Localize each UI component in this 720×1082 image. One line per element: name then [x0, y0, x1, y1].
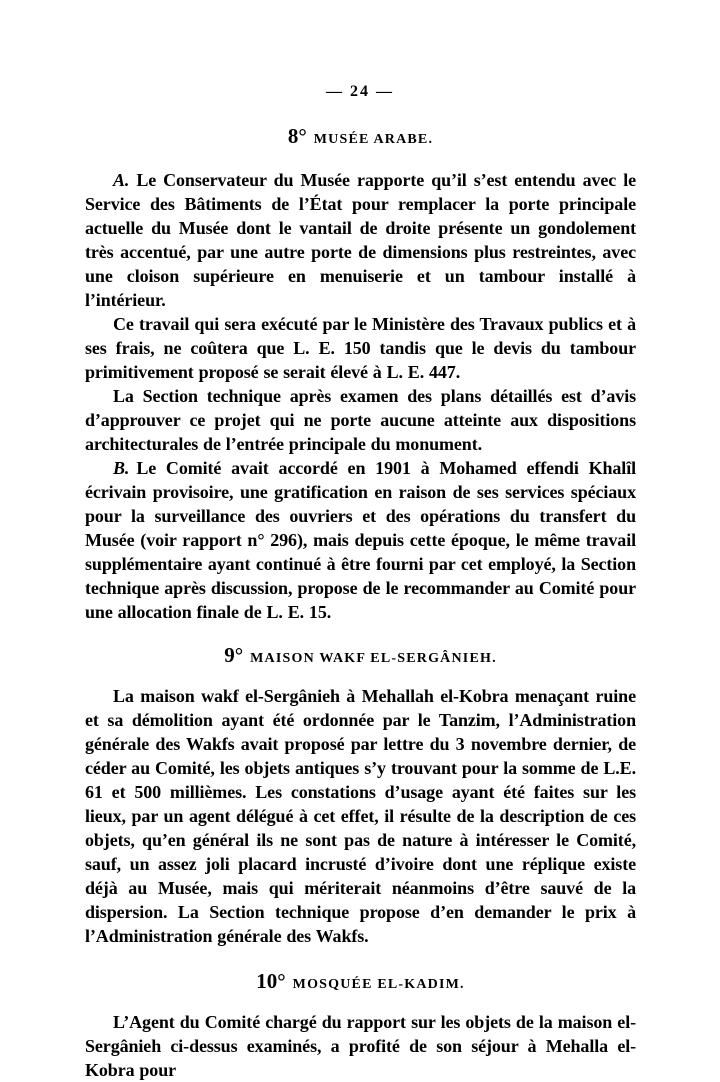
section-title: MAISON WAKF EL-SERGÂNIEH.: [250, 651, 497, 666]
section-heading-maison-wakf: [85, 642, 636, 672]
paragraph-text: La Section technique après examen des plans détaillés est d’avis d’approuver ce projet qui ne porte aucune atteinte aux dispositions architecturales de l’entrée principale du monument.: [85, 386, 636, 454]
page-content: [85, 123, 636, 1082]
para-conservateur: [85, 168, 636, 312]
page-number: — 24 —: [326, 83, 394, 100]
paragraph-lead: B.: [113, 458, 130, 478]
paragraph-text: Le Conservateur du Musée rapporte qu’il s’est entendu avec le Service des Bâtiments de l’État pour remplacer la porte principale actuelle du Musée dont le vantail de droite présente un gondolement très accentué, par une autre porte de dimensions plus restreintes, avec une cloison supérieure en menuiserie et un tambour installé à l’intérieur.: [85, 170, 636, 310]
paragraph-text: La maison wakf el-Sergânieh à Mehallah el-Kobra menaçant ruine et sa démolition ayant été ordonnée par le Tanzim, l’Administration générale des Wakfs avait proposé par lettre du 3 novembre dernier, de céder au Comité, les objets antiques s’y trouvant pour la somme de L.E. 61 et 500 millièmes. Les constations d’usage ayant été faites sur les lieux, par un agent délégué à cet effet, il résulte de la description de ces objets, qu’en général ils ne sont pas de nature à intéresser le Comité, sauf, un assez joli placard incrusté d’ivoire dont une réplique existe déjà au Musée, mais qui mériterait néanmoins d’être sauvé de la dispersion. La Section technique propose d’en demander le prix à l’Administration générale des Wakfs.: [85, 686, 636, 946]
paragraph-lead: A.: [113, 170, 130, 190]
section-number: 10°: [256, 969, 286, 993]
para-ce-travail: [85, 312, 636, 384]
para-agent-comite: [85, 1010, 636, 1082]
para-section-technique: [85, 384, 636, 456]
paragraph-text: Le Comité avait accordé en 1901 à Mohamed effendi Khalîl écrivain provisoire, une gratification en raison de ses services spéciaux pour la surveillance des ouvriers et des opérations du transfert du Musée (voir rapport n° 296), mais depuis cette époque, le même travail supplémentaire ayant continué à être fourni par cet employé, la Section technique après discussion, propose de le recommander au Comité pour une allocation finale de L. E. 15.: [85, 458, 636, 622]
paragraph-text: Ce travail qui sera exécuté par le Ministère des Travaux publics et à ses frais, ne coûtera que L. E. 150 tandis que le devis du tambour primitivement proposé se serait élevé à L. E. 447.: [85, 314, 636, 382]
section-number: 8°: [287, 124, 307, 148]
para-maison-wakf: [85, 684, 636, 948]
section-title: MUSÉE ARABE.: [313, 132, 434, 147]
section-number: 9°: [224, 643, 244, 667]
section-heading-mosquee-el-kadim: [85, 968, 636, 998]
para-comite-gratification: [85, 456, 636, 624]
section-title: MOSQUÉE EL-KADIM.: [292, 977, 465, 992]
paragraph-text: L’Agent du Comité chargé du rapport sur les objets de la maison el-Sergânieh ci-dessus examinés, a profité de son séjour à Mehalla el-Kobra pour: [85, 1012, 636, 1080]
section-heading-musee-arabe: [85, 123, 636, 153]
